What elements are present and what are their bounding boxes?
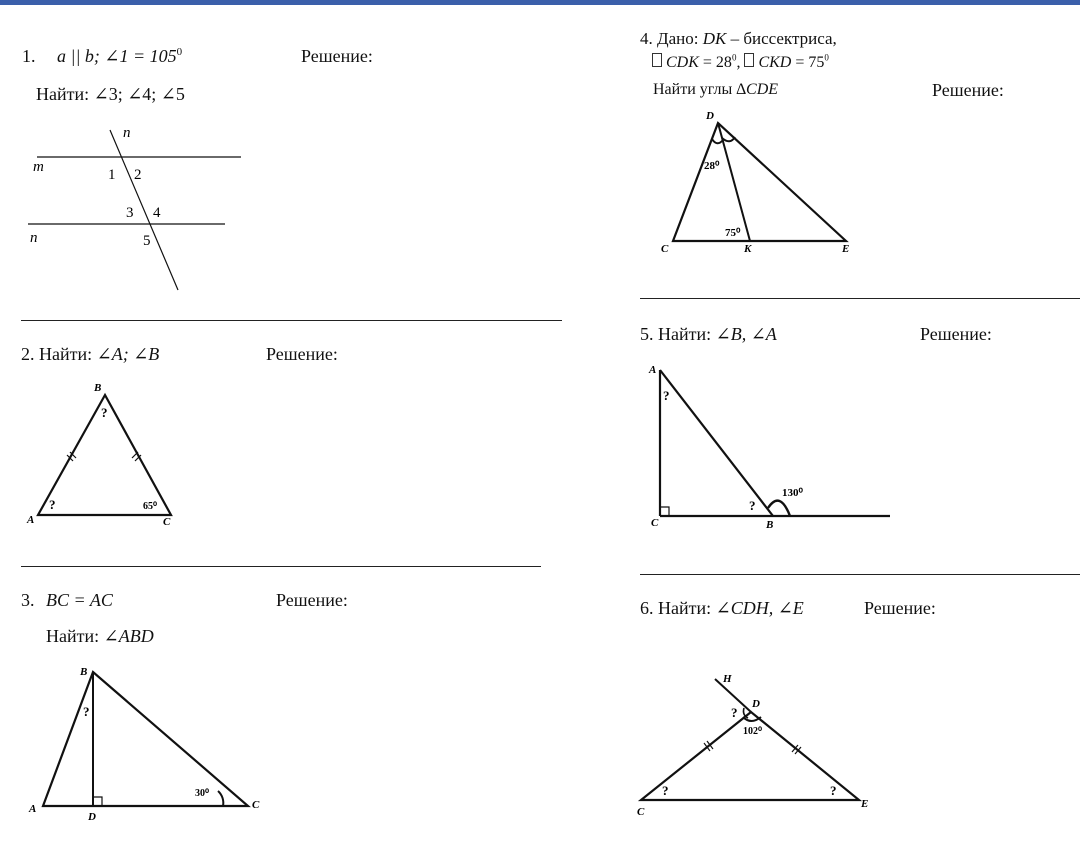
vertex-b: B xyxy=(766,519,774,531)
angle-ckd-value: 75⁰ xyxy=(725,227,741,239)
triangle-cde xyxy=(673,123,846,241)
vertex-b: B xyxy=(94,382,102,394)
angle-5-label: 5 xyxy=(143,233,151,249)
vertex-e: E xyxy=(861,798,869,810)
p3-triangle-figure xyxy=(0,660,280,830)
label-m: m xyxy=(33,159,44,175)
side-ab xyxy=(660,370,773,516)
p6-solution-label: Решение: xyxy=(864,598,936,618)
vertex-e: E xyxy=(842,243,850,255)
angle-3-label: 3 xyxy=(126,205,134,221)
angle-cdh-unknown: ? xyxy=(731,705,738,720)
vertex-h: H xyxy=(723,673,732,685)
vertex-c: C xyxy=(637,806,645,818)
vertex-c: C xyxy=(163,516,171,528)
exterior-angle-value: 130⁰ xyxy=(782,487,803,499)
p6-isosceles-triangle-figure xyxy=(630,665,880,825)
p2-find: 2. Найти: ∠A; ∠B xyxy=(21,344,160,364)
angle-a-unknown: ? xyxy=(49,497,56,512)
vertex-d: D xyxy=(706,110,714,122)
p4-find: Найти углы ∆CDE xyxy=(653,81,779,98)
p1-condition: a || b; ∠1 = $105^0$ xyxy=(57,46,183,66)
angle-e-unknown: ? xyxy=(830,783,837,798)
vertex-a: A xyxy=(649,364,657,376)
p3-condition: BC = AC xyxy=(46,590,113,610)
angle-a-unknown: ? xyxy=(663,388,670,403)
missing-glyph-box-2 xyxy=(744,53,754,67)
missing-glyph-box-1 xyxy=(652,53,662,67)
transversal xyxy=(110,130,178,290)
angle-abd-unknown: ? xyxy=(83,704,90,719)
p4-solution-label: Решение: xyxy=(932,80,1004,100)
p5-find: 5. Найти: ∠B, ∠A xyxy=(640,324,777,344)
vertex-a: A xyxy=(29,803,37,815)
angle-c-value: 65⁰ xyxy=(143,501,158,512)
vertex-a: A xyxy=(27,514,35,526)
separator-1 xyxy=(21,320,562,321)
p3-number: 3. xyxy=(21,590,35,610)
label-n-top: n xyxy=(123,125,131,141)
angle-d-value: 102⁰ xyxy=(743,726,763,737)
vertex-c: C xyxy=(651,517,659,529)
p1-solution-label: Решение: xyxy=(301,46,373,66)
angle-2-label: 2 xyxy=(134,167,142,183)
angle-c-unknown: ? xyxy=(662,783,669,798)
angle-c-value: 30⁰ xyxy=(195,788,210,799)
p4-given-angles: CDK = $28^0$, CKD = $75^0$ xyxy=(652,53,829,71)
separator-5 xyxy=(640,574,1080,575)
p2-solution-label: Решение: xyxy=(266,344,338,364)
angle-c-arc xyxy=(218,791,223,806)
angle-4-label: 4 xyxy=(153,205,161,221)
vertex-b: B xyxy=(80,666,88,678)
p6-find: 6. Найти: ∠CDH, ∠E xyxy=(640,598,804,618)
p1-find: Найти: ∠3; ∠4; ∠5 xyxy=(36,84,185,104)
separator-2 xyxy=(21,566,541,567)
p3-solution-label: Решение: xyxy=(276,590,348,610)
vertex-d: D xyxy=(752,698,760,710)
p5-solution-label: Решение: xyxy=(920,324,992,344)
right-angle-mark xyxy=(660,507,669,516)
p1-parallel-lines-figure xyxy=(0,115,260,295)
p3-find: Найти: ∠ABD xyxy=(46,626,154,646)
p4-bisector-triangle-figure xyxy=(640,105,880,265)
right-angle-mark xyxy=(93,797,102,806)
angle-d-arc-1 xyxy=(712,139,723,143)
angle-1-label: 1 xyxy=(108,167,116,183)
p1-number: 1. xyxy=(22,46,36,66)
p2-isosceles-triangle-figure xyxy=(0,375,200,535)
triangle-abc xyxy=(43,672,248,806)
p4-given: 4. Дано: DK – биссектриса, xyxy=(640,29,837,48)
p5-right-triangle-figure xyxy=(640,358,900,538)
label-n-left: n xyxy=(30,230,38,246)
angle-cdk-value: 28⁰ xyxy=(704,160,720,172)
vertex-c: C xyxy=(661,243,669,255)
vertex-c: C xyxy=(252,799,260,811)
vertex-d: D xyxy=(88,811,96,823)
angle-b-unknown: ? xyxy=(101,405,108,420)
separator-4 xyxy=(640,298,1080,299)
angle-b-unknown: ? xyxy=(749,498,756,513)
vertex-k: K xyxy=(744,243,752,255)
window-top-bar xyxy=(0,0,1080,5)
